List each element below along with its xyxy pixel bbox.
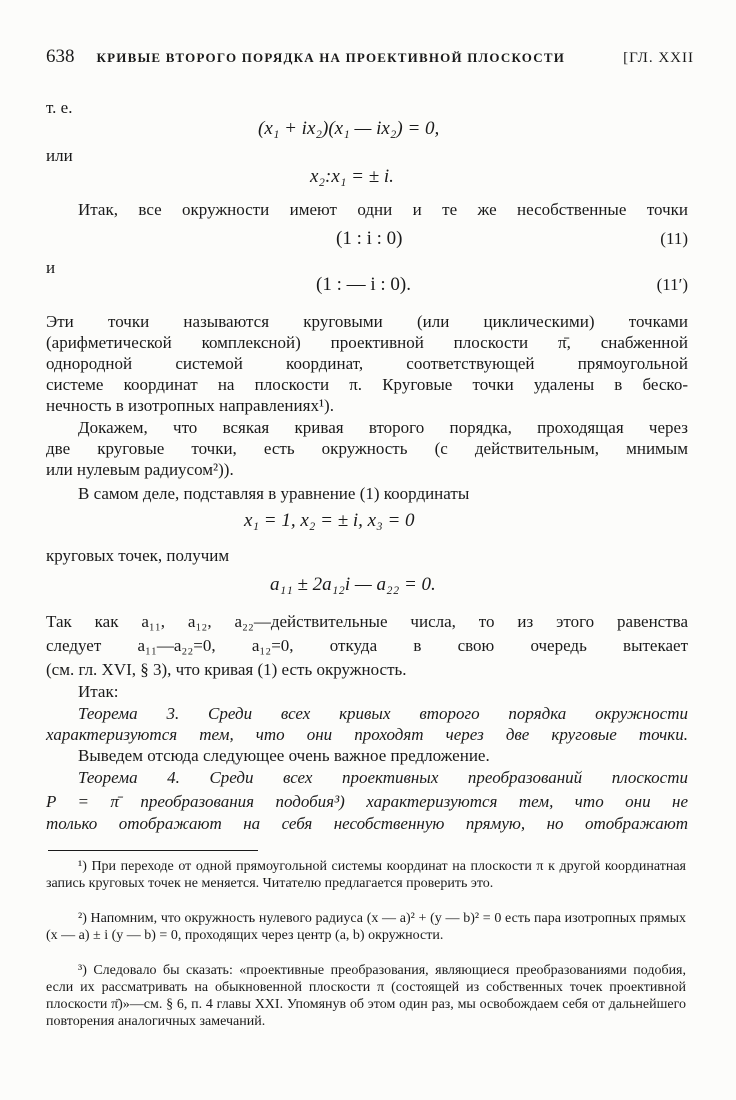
equation-1: (x₁ + ix₂)(x₁ — ix₂) = 0, — [258, 118, 440, 139]
running-header — [46, 47, 694, 68]
equation-11: (1 : i : 0) — [336, 228, 403, 249]
text-conj-i: и — [46, 258, 56, 277]
para1-line3: однородной системой координат, соответствующей прямоугольной — [46, 354, 688, 373]
para3-line2: круговых точек, получим — [46, 546, 230, 565]
text-itak-line: Итак, все окружности имеют одни и те же несобственные точки — [78, 200, 688, 219]
theorem4-line2: P = π̄ преобразования подобия³) характеризуются тем, что они не — [46, 792, 688, 811]
text-te: т. е. — [46, 98, 73, 117]
para5-line1: Выведем отсюда следующее очень важное предложение. — [78, 746, 490, 765]
footnote-2: ²) Напомним, что окружность нулевого радиуса (x — a)² + (y — b)² = 0 есть пара изотропных прямых (x — a) ± i (y — b) = 0, проходящих через центр (a, b) окружности. — [46, 911, 686, 943]
chapter-ref: [ГЛ. XXII — [623, 50, 694, 66]
para1-line4: системе координат на плоскости π. Круговые точки удалены в беско- — [46, 375, 688, 394]
theorem4-line1: Теорема 4. Среди всех проективных преобразований плоскости — [78, 768, 688, 787]
theorem3-line1: Теорема 3. Среди всех кривых второго порядка окружности — [78, 704, 688, 723]
para1-line5: нечность в изотропных направлениях¹). — [46, 396, 334, 415]
text-ili: или — [46, 146, 73, 165]
page-number: 638 — [46, 46, 75, 67]
running-title: КРИВЫЕ ВТОРОГО ПОРЯДКА НА ПРОЕКТИВНОЙ ПЛОСКОСТИ — [96, 50, 566, 65]
para4-line3: (см. гл. XVI, § 3), что кривая (1) есть окружность. — [46, 660, 407, 679]
para2-line2: две круговые точки, есть окружность (с действительным, мнимым — [46, 439, 688, 458]
equation-11-prime: (1 : — i : 0). — [316, 274, 411, 295]
para2-line3: или нулевым радиусом²)). — [46, 460, 234, 479]
para4-line1: Так как a₁₁, a₁₂, a₂₂—действительные числа, то из этого равенства — [46, 612, 688, 631]
text-itak2: Итак: — [78, 682, 119, 701]
equation-11-number: (11) — [660, 229, 688, 248]
para4-line2: следует a₁₁—a₂₂=0, a₁₂=0, откуда в свою очередь вытекает — [46, 636, 688, 655]
para3-line1: В самом деле, подставляя в уравнение (1) координаты — [78, 484, 470, 503]
footnote-3: ³) Следовало бы сказать: «проективные преобразования, являющиеся преобразованиями подобия, если их рассматривать на обыкновенной плоскости π (состоящей из собственных точек проективной плоскости π̄)»—см. § 6, п. 4 главы XXI. Упомянув об этом один раз, мы освобождаем себя от дальнейшего повторения аналогичных замечаний. — [46, 963, 686, 1029]
equation-11-prime-number: (11′) — [656, 275, 688, 294]
equation-coords: x₁ = 1, x₂ = ± i, x₃ = 0 — [244, 510, 415, 531]
theorem3-line2: характеризуются тем, что они проходят через две круговые точки. — [46, 725, 688, 744]
footnote-1: ¹) При переходе от одной прямоугольной системы координат на плоскости π к другой координатная запись круговых точек не меняется. Читателю предлагается проверить это. — [46, 859, 686, 891]
para1-line2: (арифметической комплексной) проективной плоскости π̄, снабженной — [46, 333, 688, 352]
footnote-rule — [48, 850, 258, 851]
para2-line1: Докажем, что всякая кривая второго порядка, проходящая через — [78, 418, 688, 437]
para1-line1: Эти точки называются круговыми (или циклическими) точками — [46, 312, 688, 331]
theorem4-line3: только отображают на себя несобственную прямую, но отображают — [46, 814, 688, 833]
equation-2: x₂:x₁ = ± i. — [310, 166, 394, 187]
equation-substitution: a₁₁ ± 2a₁₂i — a₂₂ = 0. — [270, 574, 436, 595]
